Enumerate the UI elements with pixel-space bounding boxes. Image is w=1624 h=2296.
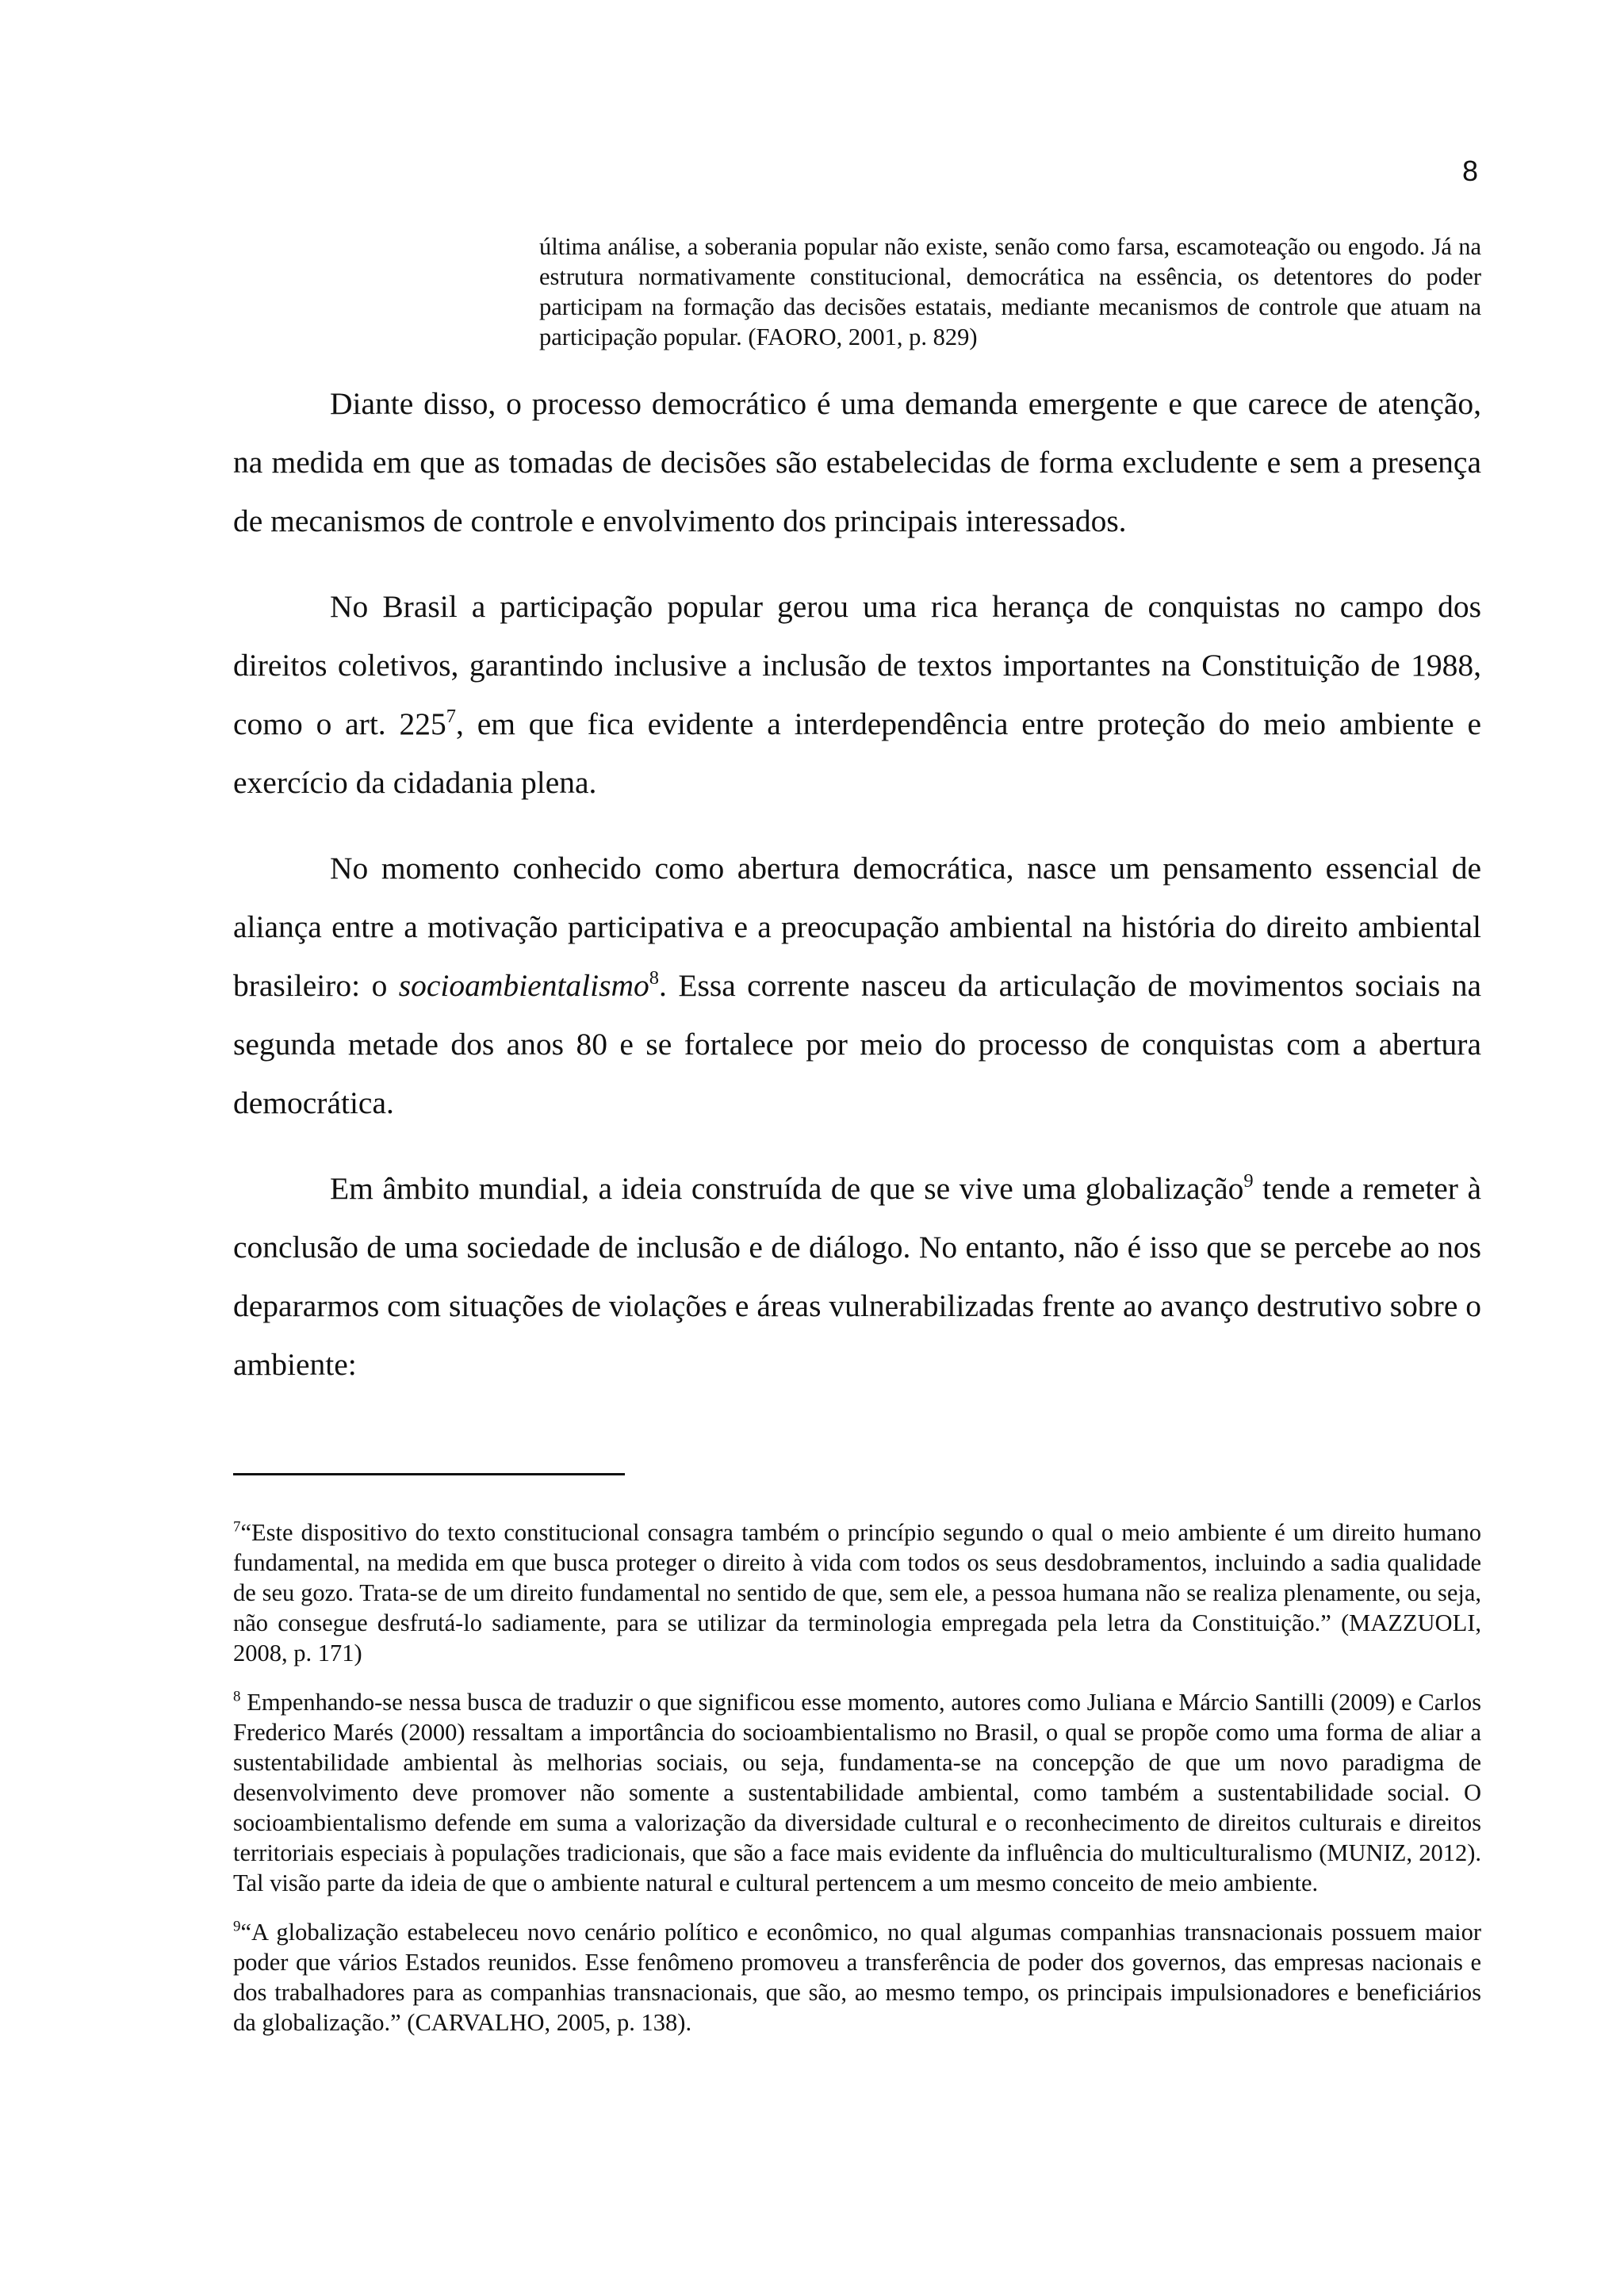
- footnote-text: “A globalização estabeleceu novo cenário político e econômico, no qual algumas companhias transnacionais possuem maior poder que vários Estados reunidos. Esse fenômeno promoveu a transferência de poder dos governos, das empresas nacionais e dos trabalhadores para as companhias transnacionais, que são, ao mesmo tempo, os principais impulsionadores e beneficiários da globalização.” (CARVALHO, 2005, p. 138).: [233, 1919, 1481, 2036]
- footnote-text: Empenhando-se nessa busca de traduzir o que significou esse momento, autores como Juliana e Márcio Santilli (2009) e Carlos Frederico Marés (2000) ressaltam a importância do socioambientalismo no Brasil, o qual se propõe como uma forma de aliar a sustentabilidade ambiental às melhorias sociais, ou seja, fundamenta-se na concepção de que um novo paradigma de desenvolvimento deve promover não somente a sustentabilidade ambiental, como também a sustentabilidade social. O socioambientalismo defende em suma a valorização da diversidade cultural e o reconhecimento de direitos culturais e direitos territoriais especiais à populações tradicionais, que são a face mais evidente da influência do multiculturalismo (MUNIZ, 2012). Tal visão parte da ideia de que o ambiente natural e cultural pertencem a um mesmo conceito de meio ambiente.: [233, 1689, 1481, 1896]
- paragraph-4: [233, 1159, 1481, 1394]
- page-number: 8: [1461, 155, 1478, 187]
- paragraph-1: [233, 374, 1481, 550]
- footnote-7: [233, 1517, 1481, 1668]
- paragraph-3-text-start: No momento conhecido como abertura democrática, nasce um pensamento essencial de aliança entre a motivação participativa e a preocupação ambiental na história do direito ambiental brasileiro: o: [233, 851, 1481, 1003]
- quote-text: última análise, a soberania popular não existe, senão como farsa, escamoteação ou engodo. Já na estrutura normativamente constitucional, democrática na essência, os detentores do poder participam na formação das decisões estatais, mediante mecanismos de controle que atuam na participação popular.: [539, 233, 1481, 350]
- paragraph-1-text: Diante disso, o processo democrático é uma demanda emergente e que carece de atenção, na medida em que as tomadas de decisões são estabelecidas de forma excludente e sem a presença de mecanismos de controle e envolvimento dos principais interessados.: [233, 386, 1481, 538]
- footnote-text: “Este dispositivo do texto constitucional consagra também o princípio segundo o qual o meio ambiente é um direito humano fundamental, na medida em que busca proteger o direito à vida com todos os seus desdobramentos, incluindo a sadia qualidade de seu gozo. Trata-se de um direito fundamental no sentido de que, sem ele, a pessoa humana não se realiza plenamente, ou seja, não consegue desfrutá-lo sadiamente, para se utilizar da terminologia empregada pela letra da Constituição.” (MAZZUOLI, 2008, p. 171): [233, 1519, 1481, 1667]
- socioambientalismo-term: socioambientalismo: [398, 968, 649, 1003]
- paragraph-3-text-end: . Essa corrente nasceu da articulação de movimentos sociais na segunda metade dos anos 80 e se fortalece por meio do processo de conquistas com a abertura democrática.: [233, 968, 1481, 1120]
- footnote-mark: 9: [233, 1918, 241, 1935]
- paragraph-4-text-start: Em âmbito mundial, a ideia construída de que se vive uma globalização: [330, 1171, 1244, 1206]
- paragraph-4-text-end: tende a remeter à conclusão de uma sociedade de inclusão e de diálogo. No entanto, não é isso que se percebe ao nos depararmos com situações de violações e áreas vulnerabilizadas frente ao avanço destrutivo sobre o ambiente:: [233, 1171, 1481, 1382]
- footnote-ref-8[interactable]: 8: [649, 966, 660, 989]
- paragraph-3: [233, 839, 1481, 1132]
- paragraph-2-text-end: , em que fica evidente a interdependência entre proteção do meio ambiente e exercício da cidadania plena.: [233, 706, 1482, 800]
- paragraph-2: [233, 577, 1481, 812]
- block-quote: [539, 232, 1481, 352]
- footnote-8: [233, 1687, 1481, 1898]
- quote-citation: (FAORO, 2001, p. 829): [741, 323, 978, 350]
- footnote-mark: 7: [233, 1518, 241, 1536]
- footnote-9: [233, 1917, 1481, 2038]
- footnote-mark: 8: [233, 1688, 241, 1705]
- footnote-ref-9[interactable]: 9: [1243, 1169, 1254, 1192]
- footnote-ref-7[interactable]: 7: [446, 705, 457, 727]
- footnotes: [233, 1517, 1481, 2038]
- footnote-separator: [233, 1473, 625, 1475]
- body-text: [233, 374, 1481, 1394]
- paragraph-2-text-start: No Brasil a participação popular gerou uma rica herança de conquistas no campo dos direitos coletivos, garantindo inclusive a inclusão de textos importantes na Constituição de 1988, como o art. 225: [233, 589, 1481, 741]
